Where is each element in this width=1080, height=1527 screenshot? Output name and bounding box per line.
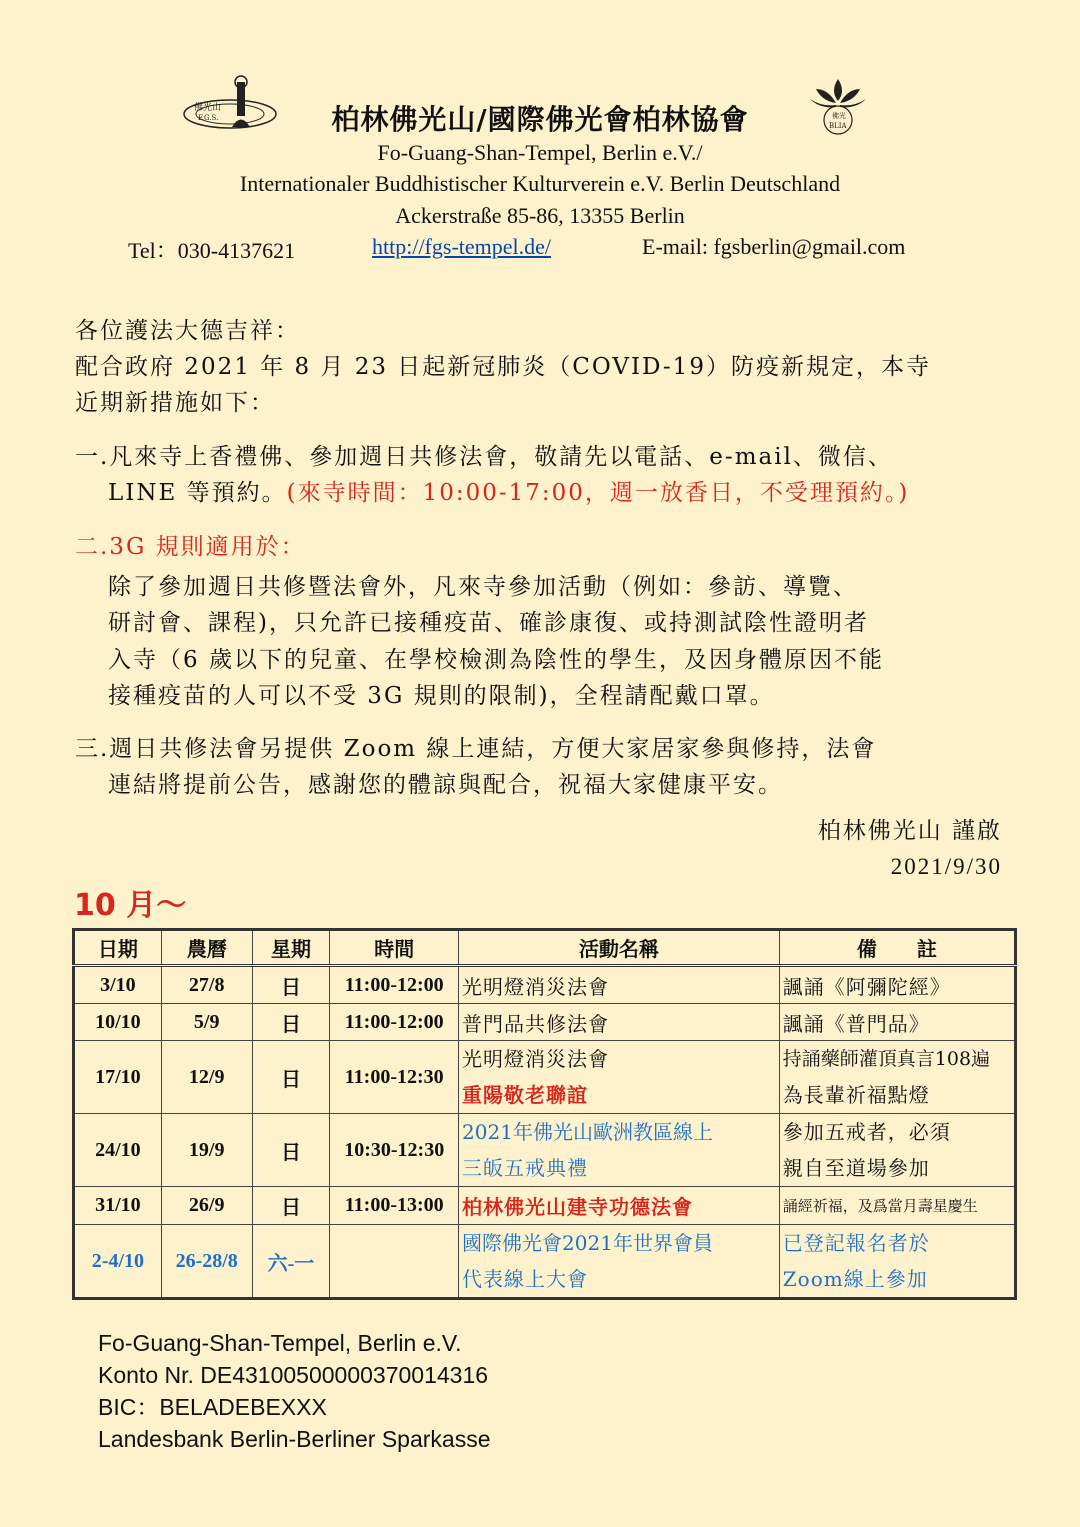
intro-line-1: 配合政府 2021 年 8 月 23 日起新冠肺炎（COVID-19）防疫新規定，本寺 [75,354,931,380]
cell-time: 11:00-12:00 [330,1004,459,1041]
activity-line: 光明燈消災法會 [462,1047,610,1071]
table-row [74,1187,1016,1225]
cell-time: 10:30-12:30 [330,1114,459,1187]
col-header-notes: 備 註 [779,930,1015,966]
cell-lunar: 26-28/8 [161,1225,252,1299]
bank-account-name: Fo-Guang-Shan-Tempel, Berlin e.V. [98,1330,462,1356]
table-row [74,1004,1016,1041]
cell-lunar: 12/9 [161,1041,252,1114]
cell-date: 10/10 [74,1004,162,1041]
cell-weekday: 日 [252,1114,330,1187]
cell-time: 11:00-13:00 [330,1187,459,1225]
cell-notes [779,1225,1015,1299]
col-header-time: 時間 [330,930,459,966]
notice-date: 2021/9/30 [890,854,1002,879]
cell-activity: 普門品共修法會 [459,1004,780,1041]
col-header-lunar: 農曆 [161,930,252,966]
bank-details [98,1327,491,1455]
cell-lunar: 27/8 [161,966,252,1004]
cell-weekday: 日 [252,966,330,1004]
cell-notes [779,1041,1015,1114]
item-2-line-4: 接種疫苗的人可以不受 3G 規則的限制)，全程請配戴口罩。 [108,683,775,709]
svg-text:佛光: 佛光 [832,112,846,120]
cell-weekday: 日 [252,1041,330,1114]
cell-weekday: 日 [252,1004,330,1041]
cell-notes: 誦經祈福，及爲當月壽星慶生 [779,1187,1015,1225]
cell-activity: 光明燈消災法會 [459,966,780,1004]
telephone: Tel：030-4137621 [128,238,296,263]
item-3-line-2: 連結將提前公告，感謝您的體諒與配合，祝福大家健康平安。 [108,772,783,798]
cell-time: 11:00-12:30 [330,1041,459,1114]
table-row [74,1225,1016,1299]
cell-activity [459,1041,780,1114]
bank-name: Landesbank Berlin-Berliner Sparkasse [98,1426,491,1452]
item-3-line-1: 三.週日共修法會另提供 Zoom 線上連結，方便大家居家參與修持，法會 [75,736,877,762]
item-1-line-1: 一.凡來寺上香禮佛、參加週日共修法會，敬請先以電話、e-mail、微信、 [75,444,893,470]
cell-activity: 柏林佛光山建寺功德法會 [459,1187,780,1225]
item-2-line-3: 入寺（6 歲以下的兒童、在學校檢測為陰性的學生，及因身體原因不能 [108,647,884,673]
cell-date: 24/10 [74,1114,162,1187]
header-address: Ackerstraße 85-86, 13355 Berlin [395,203,685,228]
col-header-date: 日期 [74,930,162,966]
svg-text:F.G.S.: F.G.S. [198,114,219,122]
note-line: Zoom線上參加 [782,1267,928,1291]
activity-line: 三皈五戒典禮 [462,1156,589,1180]
cell-notes: 諷誦《阿彌陀經》 [779,966,1015,1004]
note-line: 已登記報名者於 [782,1231,930,1255]
item-1-line-2 [108,475,909,511]
item-1-text: LINE 等預約。 [108,480,287,506]
email: E-mail: fgsberlin@gmail.com [642,234,906,259]
cell-lunar: 26/9 [161,1187,252,1225]
activity-line: 國際佛光會2021年世界會員 [462,1231,713,1255]
col-header-weekday: 星期 [252,930,330,966]
cell-notes: 諷誦《普門品》 [779,1004,1015,1041]
col-header-activity: 活動名稱 [459,930,780,966]
cell-time [330,1225,459,1299]
cell-date: 31/10 [74,1187,162,1225]
table-row [74,1041,1016,1114]
header-line-1: Fo-Guang-Shan-Tempel, Berlin e.V./ [377,140,703,165]
activity-line: 2021年佛光山歐洲教區線上 [462,1120,713,1144]
website-url[interactable]: http://fgs-tempel.de/ [372,234,552,259]
cell-lunar: 5/9 [161,1004,252,1041]
item-1-hours-note: (來寺時間：10:00-17:00，週一放香日，不受理預約。) [286,480,910,506]
activity-line: 代表線上大會 [462,1267,589,1291]
item-2-line-1: 除了參加週日共修暨法會外，凡來寺參加活動（例如：參訪、導覽、 [108,574,858,600]
cell-activity [459,1225,780,1299]
cell-time: 11:00-12:00 [330,966,459,1004]
note-line: 為長輩祈福點燈 [782,1083,930,1107]
activity-line-highlight: 重陽敬老聯誼 [462,1083,589,1107]
svg-text:BLIA: BLIA [829,122,847,130]
bank-bic: BIC：BELADEBEXXX [98,1394,327,1420]
table-header-row [74,930,1016,966]
item-2-title: 二.3G 規則適用於： [75,534,306,560]
item-2-line-2: 研討會、課程)，只允許已接種疫苗、確診康復、或持測試陰性證明者 [108,610,869,636]
cell-lunar: 19/9 [161,1114,252,1187]
bank-account-number: Konto Nr. DE43100500000370014316 [98,1362,489,1388]
schedule-table [72,928,1017,1300]
signature: 柏林佛光山 謹啟 [817,818,1002,844]
note-line: 親自至道場參加 [782,1156,930,1180]
schedule-title: 10 月～ [74,888,187,923]
table-row [74,1114,1016,1187]
header-line-2: Internationaler Buddhistischer Kulturverein e.V. Berlin Deutschland [239,171,841,196]
cell-date: 2-4/10 [74,1225,162,1299]
cell-notes [779,1114,1015,1187]
intro-line-2: 近期新措施如下： [75,390,275,416]
cell-date: 17/10 [74,1041,162,1114]
note-line: 參加五戒者，必須 [782,1120,951,1144]
svg-text:佛光山: 佛光山 [194,103,222,113]
note-line: 持誦藥師灌頂真言108遍 [782,1048,991,1070]
cell-weekday: 六-一 [252,1225,330,1299]
cell-weekday: 日 [252,1187,330,1225]
org-title: 柏林佛光山/國際佛光會柏林協會 [331,103,749,136]
cell-activity [459,1114,780,1187]
cell-date: 3/10 [74,966,162,1004]
website-link[interactable] [372,234,551,260]
greeting: 各位護法大德吉祥： [75,318,300,344]
table-row [74,966,1016,1004]
